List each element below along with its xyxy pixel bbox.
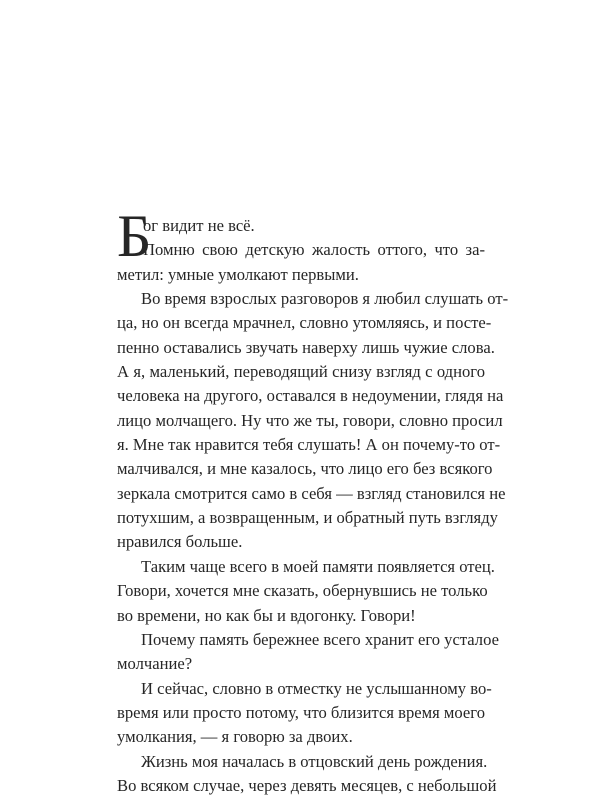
text-line: лицо молчащего. Ну что же ты, говори, словно просил [117, 410, 503, 430]
text-line: молчание? [117, 654, 193, 674]
body-text [117, 214, 509, 798]
drop-cap: Б [117, 203, 152, 269]
text-line: я. Мне так нравится тебя слушать! А он почему-то от- [117, 435, 501, 455]
text-line: А я, маленький, переводящий снизу взгляд с одного [117, 362, 485, 382]
text-line: потухшим, а возвращенным, и обратный путь взгляду [117, 508, 498, 528]
text-line: Помню свою детскую жалость оттого, что за- [143, 240, 485, 260]
text-line: Во время взрослых разговоров я любил слушать от- [141, 289, 509, 309]
text-line: метил: умные умолкают первыми. [117, 264, 359, 284]
text-line: нравился больше. [117, 532, 243, 552]
text-line: Во всяком случае, через девять месяцев, с небольшой [117, 775, 497, 795]
text-line: Жизнь моя началась в отцовский день рождения. [141, 751, 488, 771]
text-line: малчивался, и мне казалось, что лицо его без всякого [117, 459, 493, 479]
text-line: Таким чаще всего в моей памяти появляется отец. [141, 556, 495, 576]
text-line: зеркала смотрится само в себя — взгляд становился не [117, 483, 506, 503]
text-line: ца, но он всегда мрачнел, словно утомляясь, и посте- [117, 313, 492, 333]
text-line: Почему память бережнее всего хранит его усталое [141, 629, 499, 649]
text-line: Говори, хочется мне сказать, обернувшись не только [117, 581, 488, 601]
text-line: И сейчас, словно в отместку не услышанному во- [141, 678, 492, 698]
text-line: время или просто потому, что близится время моего [117, 702, 485, 722]
text-line: умолкания, — я говорю за двоих. [117, 727, 353, 747]
text-line: человека на другого, оставался в недоумении, глядя на [117, 386, 504, 406]
text-line: пенно оставались звучать наверху лишь чужие слова. [117, 337, 495, 357]
text-line: ог видит не всё. [143, 216, 255, 235]
text-line: во времени, но как бы и вдогонку. Говори! [117, 605, 416, 625]
